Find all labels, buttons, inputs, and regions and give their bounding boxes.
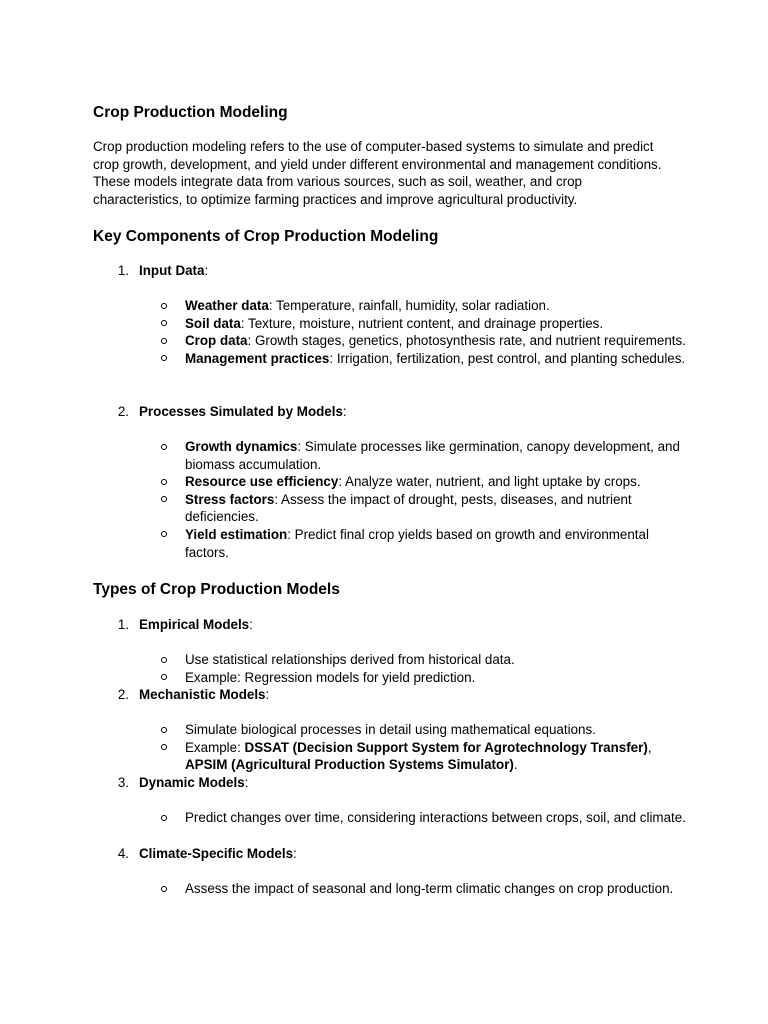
- item-label: Mechanistic Models: [139, 687, 266, 702]
- item-label: Dynamic Models: [139, 775, 245, 790]
- hollow-bullet-icon: [161, 320, 167, 326]
- item-number: 3.: [117, 775, 129, 790]
- list-item: Soil data: Texture, moisture, nutrient content, and drainage properties.: [93, 315, 693, 333]
- list-item: Example: Regression models for yield prediction.: [93, 669, 693, 687]
- list-item: Yield estimation: Predict final crop yields based on growth and environmental factors.: [93, 526, 693, 561]
- bullet-list: [93, 651, 693, 686]
- hollow-bullet-icon: [161, 496, 167, 502]
- item-number: 4.: [117, 846, 129, 861]
- list-item: Weather data: Temperature, rainfall, humidity, solar radiation.: [93, 297, 693, 315]
- bullet-list: [93, 880, 693, 898]
- hollow-bullet-icon: [161, 886, 167, 892]
- item-number: 1.: [117, 263, 129, 278]
- bullet-list: [93, 297, 693, 367]
- hollow-bullet-icon: [161, 338, 167, 344]
- hollow-bullet-icon: [161, 657, 167, 663]
- list-item: Management practices: Irrigation, fertilization, pest control, and planting schedules.: [93, 350, 693, 368]
- bullet-list: [93, 438, 693, 561]
- list-item: Simulate biological processes in detail using mathematical equations.: [93, 721, 693, 739]
- bullet-list: [93, 809, 693, 827]
- item-number: 2.: [117, 687, 129, 702]
- list-item: Stress factors: Assess the impact of drought, pests, diseases, and nutrient deficiencies.: [93, 491, 693, 526]
- item-label: Processes Simulated by Models: [139, 404, 343, 419]
- list-item: Example: DSSAT (Decision Support System for Agrotechnology Transfer), APSIM (Agricultural Production Systems Simulator).: [93, 739, 693, 774]
- hollow-bullet-icon: [161, 444, 167, 450]
- item-label: Climate-Specific Models: [139, 846, 294, 861]
- bullet-list: [93, 721, 693, 774]
- list-item: Predict changes over time, considering interactions between crops, soil, and climate.: [93, 809, 693, 827]
- hollow-bullet-icon: [161, 727, 167, 733]
- list-item: Resource use efficiency: Analyze water, nutrient, and light uptake by crops.: [93, 473, 693, 491]
- hollow-bullet-icon: [161, 479, 167, 485]
- section-heading: Key Components of Crop Production Modeling: [93, 228, 439, 245]
- hollow-bullet-icon: [161, 355, 167, 361]
- hollow-bullet-icon: [161, 815, 167, 821]
- item-number: 2.: [117, 404, 129, 419]
- item-number: 1.: [117, 617, 129, 632]
- hollow-bullet-icon: [161, 531, 167, 537]
- item-label: Input Data: [139, 263, 205, 278]
- hollow-bullet-icon: [161, 674, 167, 680]
- hollow-bullet-icon: [161, 744, 167, 750]
- page-title: Crop Production Modeling: [93, 104, 288, 121]
- intro-paragraph: Crop production modeling refers to the use of computer-based systems to simulate and predict crop growth, development, and yield under different environmental and management conditions. These models integrate data from various sources, such as soil, weather, and crop characteristics, to optimize farming practices and improve agricultural productivity.: [93, 139, 662, 207]
- list-item: Growth dynamics: Simulate processes like germination, canopy development, and biomass accumulation.: [93, 438, 693, 473]
- hollow-bullet-icon: [161, 303, 167, 309]
- list-item: Assess the impact of seasonal and long-term climatic changes on crop production.: [93, 880, 693, 898]
- list-item: Crop data: Growth stages, genetics, photosynthesis rate, and nutrient requirements.: [93, 332, 693, 350]
- item-label: Empirical Models: [139, 617, 250, 632]
- section-heading: Types of Crop Production Models: [93, 581, 340, 598]
- list-item: Use statistical relationships derived from historical data.: [93, 651, 693, 669]
